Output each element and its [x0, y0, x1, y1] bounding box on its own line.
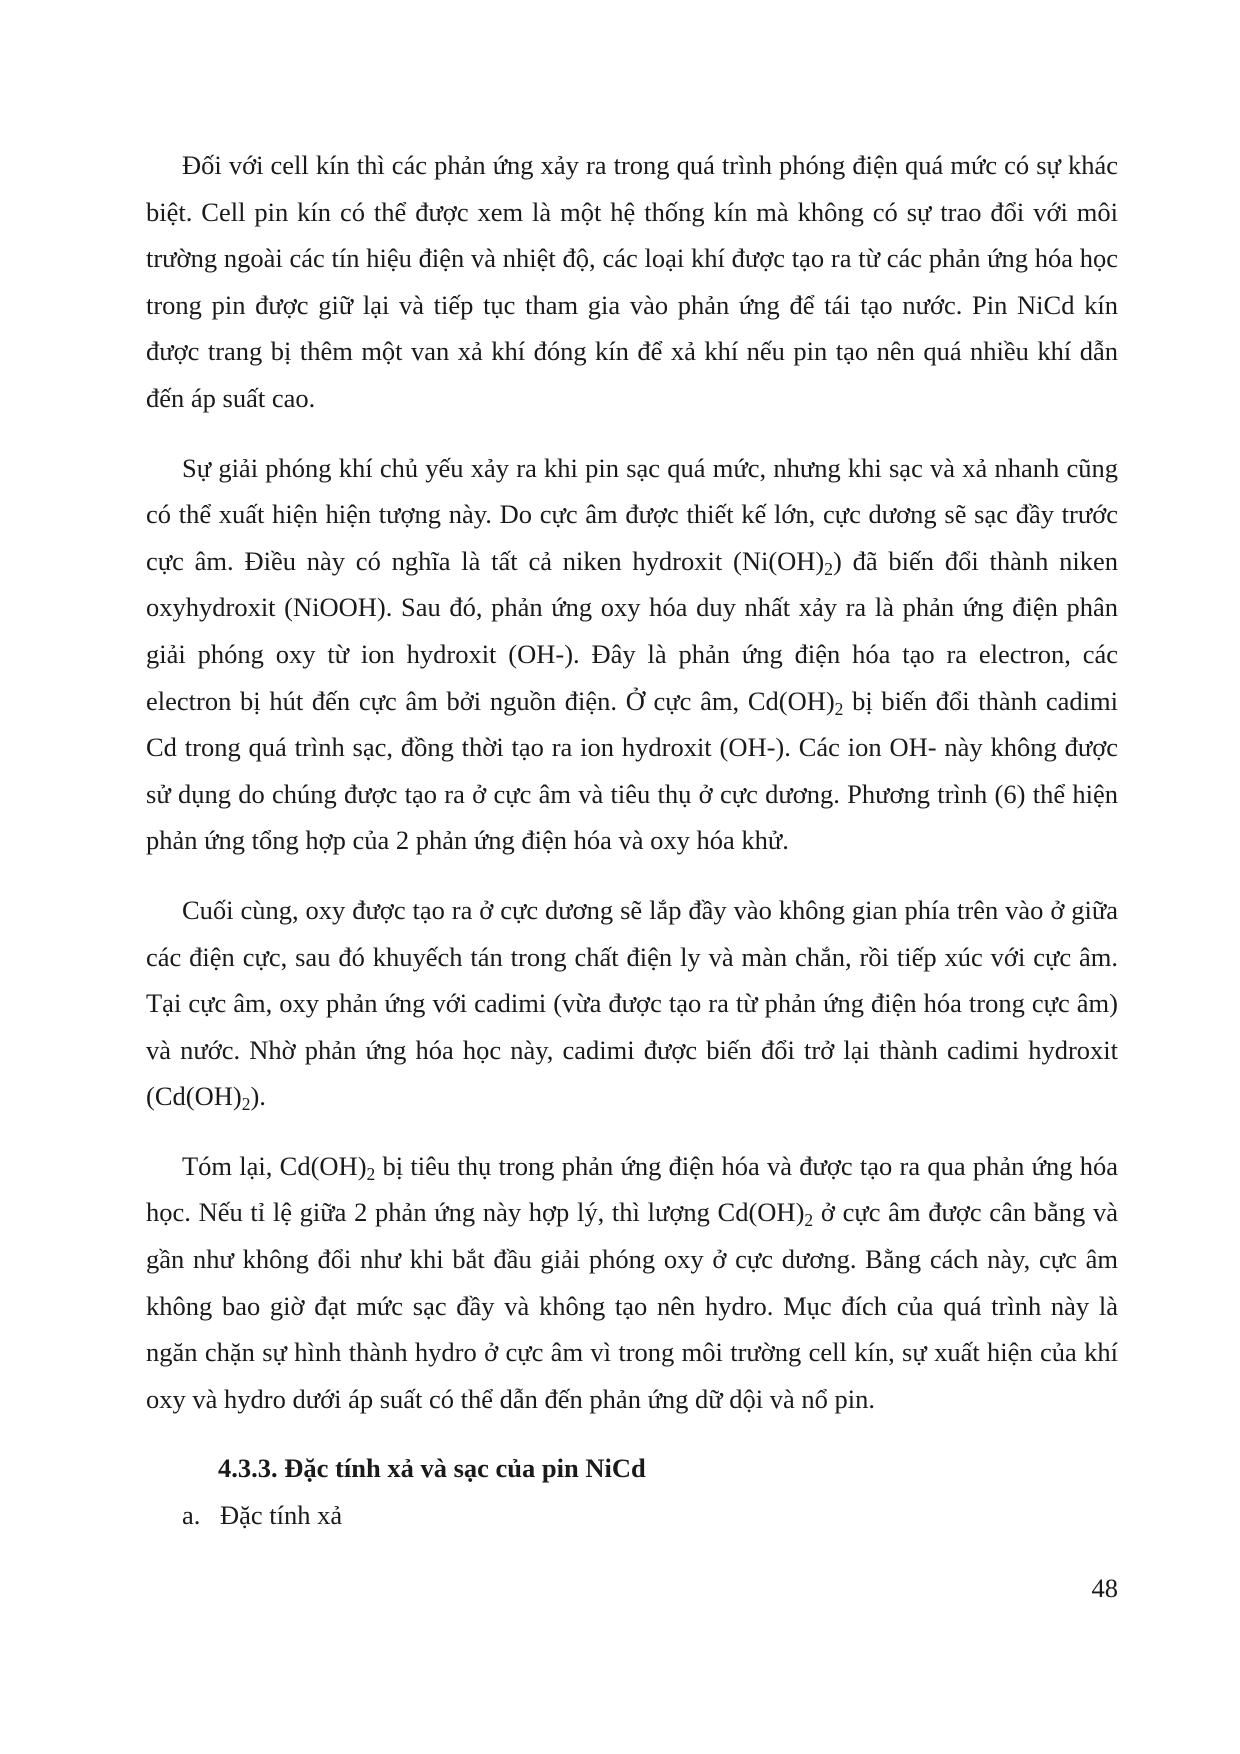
text-run: Tóm lại, Cd(OH) — [182, 1150, 367, 1181]
text-run: Cuối cùng, oxy được tạo ra ở cực dương sẽ lắp đầy vào không gian phía trên vào ở giữa các điện cực, sau đó khuyếch tán trong chất điện ly và màn chắn, rồi tiếp xúc với cực âm. Tại cực âm, oxy phản ứng với cadimi (vừa được tạo ra từ phản ứng điện hóa trong cực âm) và nước. Nhờ phản ứng hóa học này, cadimi được biến đổi trở lại thành cadimi hydroxit (Cd(OH) — [146, 894, 1118, 1112]
section-heading: 4.3.3. Đặc tính xả và sạc của pin NiCd — [218, 1453, 646, 1484]
subsection-marker: a. — [182, 1500, 201, 1531]
subsection-heading — [146, 1492, 1118, 1539]
page-body — [146, 142, 1118, 1539]
paragraph-oxygen-recombination — [146, 887, 1118, 1120]
text-run: Sự giải phóng khí chủ yếu xảy ra khi pin sạc quá mức, nhưng khi sạc và xả nhanh cũng có thể xuất hiện hiện tượng này. Do cực âm được thiết kế lớn, cực dương sẽ sạc đầy trước cực âm. Điều này có nghĩa là tất cả niken hydroxit (Ni(OH) — [146, 452, 1118, 576]
subscript: 2 — [834, 698, 844, 719]
text-run: ở cực âm được cân bằng và gần như không đổi như khi bắt đầu giải phóng oxy ở cực dương. Bằng cách này, cực âm không bao giờ đạt mức sạc đầy và không tạo nên hydro. Mục đích của quá trình này là ngăn chặn sự hình thành hydro ở cực âm vì trong môi trường cell kín, sự xuất hiện của khí oxy và hydro dưới áp suất có thể dẫn đến phản ứng dữ dội và nổ pin. — [146, 1197, 1119, 1414]
subscript: 2 — [824, 558, 833, 579]
text-run: bị biến đổi thành cadimi Cd trong quá trình sạc, đồng thời tạo ra ion hydroxit (OH-). Các ion OH- này không được sử dụng do chúng được tạo ra ở cực âm và tiêu thụ ở cực dương. Phương trình (6) thể hiện phản ứng tổng hợp của 2 phản ứng điện hóa và oxy hóa khử. — [146, 685, 1118, 856]
paragraph-sealed-cell — [146, 142, 1118, 422]
subscript: 2 — [366, 1163, 376, 1184]
subscript: 2 — [804, 1210, 814, 1231]
page-number: 48 — [1091, 1573, 1118, 1603]
subsection-title: Đặc tính xả — [220, 1500, 343, 1531]
paragraph-summary — [146, 1143, 1118, 1423]
text-run: bị tiêu thụ trong phản ứng điện hóa và được tạo ra qua phản ứng hóa học. Nếu tỉ lệ giữa 2 phản ứng này hợp lý, thì lượng Cd(OH) — [146, 1150, 1119, 1228]
text-run: ). — [250, 1081, 266, 1112]
text-run: Đối với cell kín thì các phản ứng xảy ra trong quá trình phóng điện quá mức có sự khác biệt. Cell pin kín có thể được xem là một hệ thống kín mà không có sự trao đổi với môi trường ngoài các tín hiệu điện và nhiệt độ, các loại khí được tạo ra từ các phản ứng hóa học trong pin được giữ lại và tiếp tục tham gia vào phản ứng để tái tạo nước. Pin NiCd kín được trang bị thêm một van xả khí đóng kín để xả khí nếu pin tạo nên quá nhiều khí dẫn đến áp suất cao. — [146, 150, 1118, 413]
text-run: ) đã biến đổi thành niken oxyhydroxit (NiOOH). Sau đó, phản ứng oxy hóa duy nhất xảy ra là phản ứng điện phân giải phóng oxy từ ion hydroxit (OH-). Đây là phản ứng điện hóa tạo ra electron, các electron bị hút đến cực âm bởi nguồn điện. Ở cực âm, Cd(OH) — [146, 545, 1118, 716]
paragraph-gas-release — [146, 445, 1118, 864]
subscript: 2 — [241, 1094, 251, 1115]
